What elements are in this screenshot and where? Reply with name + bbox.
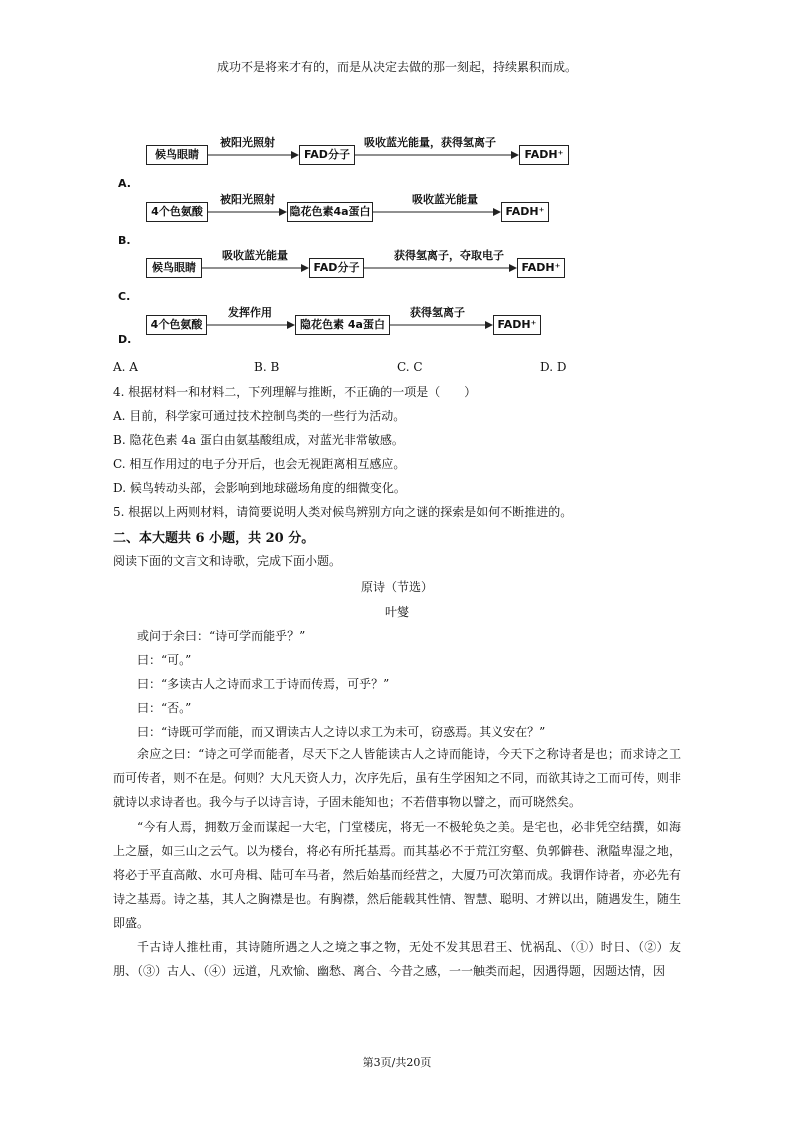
box-c1: 候鸟眼睛 (146, 258, 202, 278)
box-a1: 候鸟眼睛 (146, 145, 208, 165)
question-4-option-b: B. 隐花色素 4a 蛋白由氨基酸组成，对蓝光非常敏感。 (113, 433, 404, 447)
box-d3: FADH⁺ (493, 315, 541, 335)
box-c2: FAD分子 (309, 258, 364, 278)
arrow-label-d1: 发挥作用 (228, 306, 272, 319)
dialogue-line-2: 曰：“可。” (137, 653, 192, 667)
box-b2: 隐花色素4a蛋白 (287, 202, 373, 222)
arrow-label-c2: 获得氢离子，夺取电子 (394, 249, 504, 262)
passage-title: 原诗（节选） (360, 580, 433, 594)
question-5: 5. 根据以上两则材料，请简要说明人类对候鸟辨别方向之谜的探索是如何不断推进的。 (113, 505, 573, 519)
dialogue-line-3: 曰：“多读古人之诗而求工于诗而传焉，可乎？” (137, 677, 390, 691)
arrow-label-a1: 被阳光照射 (220, 136, 275, 149)
arrow-label-b1: 被阳光照射 (220, 193, 275, 206)
box-d1: 4个色氨酸 (146, 315, 207, 335)
box-a2: FAD分子 (299, 145, 355, 165)
box-b1: 4个色氨酸 (146, 202, 208, 222)
arrow-label-c1: 吸收蓝光能量 (222, 249, 288, 262)
dialogue-line-5: 曰：“诗既可学而能，而又谓读古人之诗以求工为未可，窃惑焉。其义安在？” (137, 725, 546, 739)
arrow-label-d2: 获得氢离子 (410, 306, 465, 319)
choice-d: D. D (540, 360, 567, 374)
question-4-option-d: D. 候鸟转动头部，会影响到地球磁场角度的细微变化。 (113, 481, 406, 495)
box-d2: 隐花色素 4a蛋白 (295, 315, 390, 335)
choice-b: B. B (254, 360, 280, 374)
box-c3: FADH⁺ (517, 258, 565, 278)
option-letter-d: D. (118, 333, 132, 346)
page-header-motto: 成功不是将来才有的，而是从决定去做的那一刻起，持续累积而成。 (216, 60, 577, 74)
option-letter-b: B. (118, 234, 131, 247)
passage-paragraph-1: 余应之曰：“诗之可学而能者，尽天下之人皆能读古人之诗而能诗，今天下之称诗者是也；而求诗之工而可传者，则不在是。何则？大凡天资人力，次序先后，虽有生学困知之不同，而欲其诗之工而可传，则非就诗以求诗者也。我今与子以诗言诗，子固未能知也；不若借事物以譬之，而可晓然矣。 (113, 747, 681, 809)
diagram-options (0, 0, 794, 350)
question-4-option-c: C. 相互作用过的电子分开后，也会无视距离相互感应。 (113, 457, 406, 471)
section-heading: 二、本大题共 6 小题，共 20 分。 (113, 531, 315, 546)
question-4-stem: 4. 根据材料一和材料二，下列理解与推断，不正确的一项是（ ） (113, 385, 477, 399)
passage-paragraph-2: “今有人焉，拥数万金而谋起一大宅，门堂楼庑，将无一不极轮奂之美。是宅也，必非凭空结撰，如海上之蜃，如三山之云气。以为楼台，将必有所托基焉。而其基必不于荒江穷壑、负郭僻巷、湫隘卑湿之地，将必于平直高敞、水可舟楫、陆可车马者，然后始基而经营之，大厦乃可次第而成。我谓作诗者，亦必先有诗之基焉。诗之基，其人之胸襟是也。有胸襟，然后能载其性情、智慧、聪明、才辨以出，随遇发生，随生即盛。 (113, 820, 681, 930)
choice-a: A. A (113, 360, 138, 374)
passage-paragraph-3: 千古诗人推杜甫，其诗随所遇之人之境之事之物，无处不发其思君王、忧祸乱、（①）时日、（②）友朋、（③）古人、（④）远道，凡欢愉、幽愁、离合、今昔之感，一一触类而起，因遇得题，因题达情，因 (113, 940, 681, 978)
dialogue-line-4: 曰：“否。” (137, 701, 192, 715)
option-letter-a: A. (118, 177, 131, 190)
question-4-option-a: A. 目前，科学家可通过技术控制鸟类的一些行为活动。 (113, 409, 406, 423)
option-letter-c: C. (118, 290, 131, 303)
dialogue-line-1: 或问于余曰：“诗可学而能乎？” (137, 629, 306, 643)
passage-author: 叶燮 (384, 605, 409, 619)
arrow-label-b2: 吸收蓝光能量 (412, 193, 478, 206)
box-b3: FADH⁺ (501, 202, 549, 222)
arrow-label-a2: 吸收蓝光能量，获得氢离子 (364, 136, 496, 149)
reading-instruction: 阅读下面的文言文和诗歌，完成下面小题。 (113, 554, 342, 568)
choice-c: C. C (397, 360, 423, 374)
box-a3: FADH⁺ (519, 145, 569, 165)
page-number: 第3页/共20页 (362, 1056, 432, 1069)
